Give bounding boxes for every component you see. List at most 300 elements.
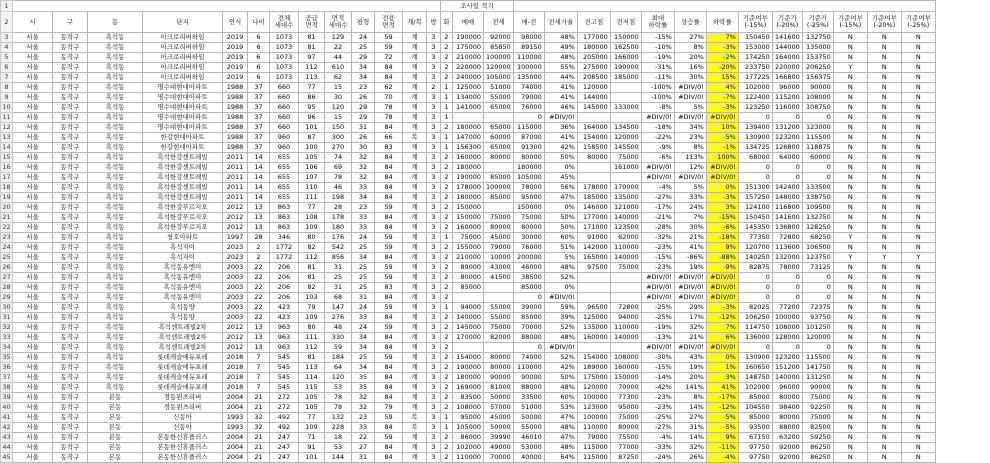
data-cell[interactable]: 3: [427, 303, 441, 313]
data-cell[interactable]: 서울: [13, 123, 53, 133]
data-cell[interactable]: 신동아: [143, 423, 223, 433]
data-cell[interactable]: 83: [375, 283, 403, 293]
data-cell[interactable]: 177225: [738, 73, 772, 83]
data-cell[interactable]: N: [901, 423, 935, 433]
data-cell[interactable]: 3: [427, 193, 441, 203]
data-cell[interactable]: 108: [299, 213, 325, 223]
row-number[interactable]: 25: [2, 253, 11, 261]
data-cell[interactable]: 1073: [270, 63, 299, 73]
data-cell[interactable]: 170000: [610, 183, 641, 193]
data-cell[interactable]: 2: [441, 253, 453, 263]
data-cell[interactable]: 97: [299, 53, 325, 63]
data-cell[interactable]: N: [901, 233, 935, 243]
data-cell[interactable]: 105: [299, 403, 325, 413]
data-cell[interactable]: N: [867, 363, 901, 373]
data-cell[interactable]: 동작구: [53, 283, 88, 293]
data-cell[interactable]: 흑석동: [88, 123, 143, 133]
data-cell[interactable]: 1988: [223, 93, 248, 103]
data-cell[interactable]: 19%: [674, 263, 706, 273]
data-cell[interactable]: 89150: [513, 43, 544, 53]
data-cell[interactable]: 롯데캐슬에듀포레: [143, 363, 223, 373]
data-cell[interactable]: 81: [299, 33, 325, 43]
data-cell[interactable]: 흑석한강센트레빌: [143, 183, 223, 193]
data-cell[interactable]: 141%: [674, 383, 706, 393]
data-cell[interactable]: 36%: [544, 123, 577, 133]
data-cell[interactable]: N: [833, 453, 867, 463]
data-cell[interactable]: 120: [325, 103, 352, 113]
data-cell[interactable]: 2: [441, 223, 453, 233]
data-cell[interactable]: #DIV/0!: [674, 173, 706, 183]
data-cell[interactable]: 흑석동: [88, 243, 143, 253]
data-cell[interactable]: 146000: [577, 203, 610, 213]
data-cell[interactable]: 동작구: [53, 383, 88, 393]
data-cell[interactable]: 79: [375, 403, 403, 413]
data-cell[interactable]: 80: [299, 323, 325, 333]
data-cell[interactable]: 흑석동: [88, 223, 143, 233]
data-cell[interactable]: 0: [772, 283, 802, 293]
data-cell[interactable]: [484, 203, 514, 213]
data-cell[interactable]: 80000: [513, 223, 544, 233]
data-cell[interactable]: 3: [427, 73, 441, 83]
data-cell[interactable]: N: [867, 53, 901, 63]
data-cell[interactable]: N: [867, 43, 901, 53]
data-cell[interactable]: -9%: [641, 143, 674, 153]
data-cell[interactable]: 545: [270, 373, 299, 383]
data-cell[interactable]: 동작구: [53, 393, 88, 403]
data-cell[interactable]: 1073: [270, 33, 299, 43]
data-cell[interactable]: 0%: [544, 203, 577, 213]
data-cell[interactable]: 2004: [223, 393, 248, 403]
row-number[interactable]: 26: [2, 263, 11, 271]
column-header[interactable]: 전체 세대수: [270, 12, 299, 33]
data-cell[interactable]: 59: [375, 33, 403, 43]
data-cell[interactable]: 123250: [738, 103, 772, 113]
data-cell[interactable]: 본동: [88, 423, 143, 433]
data-cell[interactable]: 서울: [13, 393, 53, 403]
data-cell[interactable]: N: [833, 163, 867, 173]
data-cell[interactable]: 64: [325, 363, 352, 373]
row-number[interactable]: 2: [1, 12, 13, 33]
data-cell[interactable]: 863: [270, 213, 299, 223]
data-cell[interactable]: 45000: [484, 233, 514, 243]
data-cell[interactable]: 21: [248, 433, 270, 443]
data-cell[interactable]: 서울: [13, 113, 53, 123]
data-cell[interactable]: 동작구: [53, 133, 88, 143]
row-number[interactable]: 16: [2, 163, 11, 171]
data-cell[interactable]: 흑석센트레빌2차: [143, 333, 223, 343]
data-cell[interactable]: 20%: [674, 53, 706, 63]
data-cell[interactable]: 10000: [484, 253, 514, 263]
data-cell[interactable]: 흑석자이: [143, 253, 223, 263]
data-cell[interactable]: 서울: [13, 183, 53, 193]
row-number[interactable]: 41: [2, 413, 11, 421]
data-cell[interactable]: #DIV/0!: [706, 113, 738, 123]
row-number[interactable]: 37: [2, 373, 11, 381]
data-cell[interactable]: 계: [403, 163, 427, 173]
data-cell[interactable]: 흑석동: [88, 273, 143, 283]
data-cell[interactable]: 동작구: [53, 123, 88, 133]
data-cell[interactable]: 계: [403, 213, 427, 223]
data-cell[interactable]: N: [867, 423, 901, 433]
data-cell[interactable]: 75000: [802, 413, 833, 423]
data-cell[interactable]: N: [867, 113, 901, 123]
data-cell[interactable]: 명수대현대아파트: [143, 93, 223, 103]
data-cell[interactable]: 77: [299, 413, 325, 423]
data-cell[interactable]: 흑석동: [88, 263, 143, 273]
data-cell[interactable]: 흑석한강푸르지오: [143, 213, 223, 223]
column-header[interactable]: 단지: [143, 12, 223, 33]
data-cell[interactable]: 흑석동: [88, 213, 143, 223]
data-cell[interactable]: N: [901, 53, 935, 63]
data-cell[interactable]: 175000: [453, 43, 484, 53]
data-cell[interactable]: N: [901, 323, 935, 333]
data-cell[interactable]: 140000: [453, 313, 484, 323]
data-cell[interactable]: 0: [772, 343, 802, 353]
data-cell[interactable]: N: [867, 153, 901, 163]
data-cell[interactable]: 22: [248, 293, 270, 303]
data-cell[interactable]: -22%: [641, 133, 674, 143]
data-cell[interactable]: 아크로리버하임: [143, 43, 223, 53]
data-cell[interactable]: N: [901, 393, 935, 403]
data-cell[interactable]: 서울: [13, 353, 53, 363]
data-cell[interactable]: -17%: [706, 393, 738, 403]
data-cell[interactable]: N: [833, 213, 867, 223]
data-cell[interactable]: 16%: [674, 63, 706, 73]
data-cell[interactable]: 190000: [453, 173, 484, 183]
data-cell[interactable]: 2012: [223, 323, 248, 333]
data-cell[interactable]: 0%: [544, 163, 577, 173]
data-cell[interactable]: 34: [352, 343, 375, 353]
data-cell[interactable]: 55000: [484, 303, 514, 313]
row-number[interactable]: 3: [1, 33, 13, 43]
row-number[interactable]: 7: [1, 73, 13, 83]
data-cell[interactable]: 70: [375, 93, 403, 103]
data-cell[interactable]: 21%: [674, 233, 706, 243]
data-cell[interactable]: -30%: [641, 353, 674, 363]
data-cell[interactable]: 흑석센트레빌2차: [143, 323, 223, 333]
column-header[interactable]: 상승률: [674, 12, 706, 33]
data-cell[interactable]: 1993: [223, 413, 248, 423]
data-cell[interactable]: N: [867, 103, 901, 113]
data-cell[interactable]: 24: [352, 303, 375, 313]
column-header[interactable]: 기준여부 (-25%): [901, 12, 935, 33]
data-cell[interactable]: 75000: [610, 153, 641, 163]
data-cell[interactable]: 275000: [577, 63, 610, 73]
data-cell[interactable]: 960: [270, 143, 299, 153]
data-cell[interactable]: 53%: [544, 403, 577, 413]
data-cell[interactable]: -31%: [641, 63, 674, 73]
data-cell[interactable]: 76000: [513, 243, 544, 253]
data-cell[interactable]: #DIV/0!: [641, 163, 674, 173]
data-cell[interactable]: 동작구: [53, 293, 88, 303]
data-cell[interactable]: 계: [403, 313, 427, 323]
data-cell[interactable]: 19%: [674, 363, 706, 373]
data-cell[interactable]: 동작구: [53, 213, 88, 223]
data-cell[interactable]: 65000: [484, 143, 514, 153]
data-cell[interactable]: 45000: [484, 413, 514, 423]
data-cell[interactable]: -20%: [706, 63, 738, 73]
data-cell[interactable]: #DIV/0!: [641, 173, 674, 183]
data-cell[interactable]: 3%: [706, 203, 738, 213]
data-cell[interactable]: 116000: [772, 103, 802, 113]
data-cell[interactable]: 30: [352, 143, 375, 153]
data-cell[interactable]: 83: [375, 143, 403, 153]
data-cell[interactable]: 명수대현대아파트: [143, 123, 223, 133]
data-cell[interactable]: 88000: [772, 423, 802, 433]
data-cell[interactable]: 동작구: [53, 453, 88, 463]
data-cell[interactable]: 59: [325, 343, 352, 353]
data-cell[interactable]: 21: [248, 403, 270, 413]
data-cell[interactable]: 963: [270, 343, 299, 353]
data-cell[interactable]: 110000: [513, 53, 544, 63]
data-cell[interactable]: N: [867, 453, 901, 463]
data-cell[interactable]: 115500: [802, 133, 833, 143]
data-cell[interactable]: 서울: [13, 73, 53, 83]
data-cell[interactable]: -27%: [641, 423, 674, 433]
data-cell[interactable]: 2: [441, 163, 453, 173]
data-cell[interactable]: 동작구: [53, 233, 88, 243]
data-cell[interactable]: -3%: [706, 103, 738, 113]
data-cell[interactable]: 32%: [674, 443, 706, 453]
data-cell[interactable]: 59: [375, 243, 403, 253]
data-cell[interactable]: 2012: [223, 203, 248, 213]
data-cell[interactable]: 2: [248, 253, 270, 263]
data-cell[interactable]: 31: [352, 453, 375, 463]
data-cell[interactable]: 95000: [453, 413, 484, 423]
data-cell[interactable]: 84: [375, 443, 403, 453]
data-cell[interactable]: 70000: [513, 323, 544, 333]
data-cell[interactable]: -8%: [641, 103, 674, 113]
data-cell[interactable]: 206: [270, 283, 299, 293]
data-cell[interactable]: 2004: [223, 403, 248, 413]
data-cell[interactable]: 1073: [270, 53, 299, 63]
data-cell[interactable]: N: [901, 453, 935, 463]
data-cell[interactable]: 34%: [674, 123, 706, 133]
row-number[interactable]: 5: [1, 53, 13, 63]
data-cell[interactable]: #DIV/0!: [706, 273, 738, 283]
data-cell[interactable]: 75000: [610, 263, 641, 273]
data-cell[interactable]: 157250: [738, 193, 772, 203]
data-cell[interactable]: 계: [403, 343, 427, 353]
data-cell[interactable]: #DIV/0!: [674, 273, 706, 283]
data-cell[interactable]: 123000: [802, 123, 833, 133]
data-cell[interactable]: 서울: [13, 293, 53, 303]
data-cell[interactable]: #DIV/0!: [641, 343, 674, 353]
data-cell[interactable]: 2019: [223, 43, 248, 53]
data-cell[interactable]: 14: [248, 183, 270, 193]
data-cell[interactable]: 150000: [453, 213, 484, 223]
data-cell[interactable]: 161000: [610, 163, 641, 173]
data-cell[interactable]: 3: [427, 293, 441, 303]
data-cell[interactable]: -33%: [641, 443, 674, 453]
data-cell[interactable]: 28: [248, 233, 270, 243]
data-cell[interactable]: 62: [375, 83, 403, 93]
data-cell[interactable]: 2: [441, 123, 453, 133]
data-cell[interactable]: 106: [299, 163, 325, 173]
data-cell[interactable]: 계: [403, 183, 427, 193]
data-cell[interactable]: 0: [738, 113, 772, 123]
data-cell[interactable]: 110000: [453, 453, 484, 463]
data-cell[interactable]: 78000: [513, 183, 544, 193]
data-cell[interactable]: 147: [325, 303, 352, 313]
data-cell[interactable]: 71: [299, 433, 325, 443]
data-cell[interactable]: 109500: [802, 203, 833, 213]
data-cell[interactable]: -11%: [641, 73, 674, 83]
data-cell[interactable]: 흑석동: [88, 343, 143, 353]
data-cell[interactable]: 144000: [577, 93, 610, 103]
row-number[interactable]: 44: [2, 443, 11, 451]
data-cell[interactable]: 115: [299, 383, 325, 393]
data-cell[interactable]: 136000: [738, 333, 772, 343]
data-cell[interactable]: 3: [427, 123, 441, 133]
data-cell[interactable]: 34: [352, 363, 375, 373]
row-number[interactable]: 15: [2, 153, 11, 161]
data-cell[interactable]: [610, 93, 641, 103]
data-cell[interactable]: 112: [299, 253, 325, 263]
data-cell[interactable]: -25%: [641, 313, 674, 323]
data-cell[interactable]: 272: [270, 393, 299, 403]
data-cell[interactable]: 68250: [802, 233, 833, 243]
data-cell[interactable]: 2: [441, 43, 453, 53]
data-cell[interactable]: 14%: [674, 403, 706, 413]
data-cell[interactable]: 0: [772, 173, 802, 183]
data-cell[interactable]: 롯데캐슬에듀포레: [143, 373, 223, 383]
data-cell[interactable]: 655: [270, 153, 299, 163]
row-number[interactable]: 45: [2, 453, 11, 461]
data-cell[interactable]: 84: [375, 373, 403, 383]
data-cell[interactable]: 2: [441, 293, 453, 303]
data-cell[interactable]: -28%: [641, 223, 674, 233]
data-cell[interactable]: N: [833, 283, 867, 293]
data-cell[interactable]: 2: [441, 343, 453, 353]
data-cell[interactable]: 흑석동: [88, 83, 143, 93]
data-cell[interactable]: -19%: [641, 53, 674, 63]
data-cell[interactable]: N: [901, 363, 935, 373]
data-cell[interactable]: 145000: [577, 103, 610, 113]
data-cell[interactable]: N: [833, 83, 867, 93]
data-cell[interactable]: 115000: [577, 443, 610, 453]
data-cell[interactable]: 동작구: [53, 193, 88, 203]
data-cell[interactable]: 180000: [513, 163, 544, 173]
data-cell[interactable]: 33500: [513, 393, 544, 403]
data-cell[interactable]: 77: [299, 203, 325, 213]
data-cell[interactable]: 계: [403, 93, 427, 103]
data-cell[interactable]: [484, 113, 514, 123]
data-cell[interactable]: #DIV/0!: [674, 113, 706, 123]
data-cell[interactable]: 128250: [802, 223, 833, 233]
data-cell[interactable]: 105: [299, 153, 325, 163]
data-cell[interactable]: -6%: [706, 223, 738, 233]
data-cell[interactable]: 28: [325, 203, 352, 213]
data-cell[interactable]: 3: [427, 443, 441, 453]
data-cell[interactable]: 아크로리버하임: [143, 33, 223, 43]
data-cell[interactable]: 78: [325, 403, 352, 413]
data-cell[interactable]: 80000: [513, 153, 544, 163]
row-number[interactable]: 4: [1, 43, 13, 53]
data-cell[interactable]: 서울: [13, 283, 53, 293]
data-cell[interactable]: 80000: [484, 353, 514, 363]
data-cell[interactable]: 동작구: [53, 353, 88, 363]
data-cell[interactable]: 7%: [706, 33, 738, 43]
data-cell[interactable]: 흑석동: [88, 193, 143, 203]
data-cell[interactable]: 32: [248, 413, 270, 423]
data-cell[interactable]: 90000: [802, 383, 833, 393]
data-cell[interactable]: 655: [270, 173, 299, 183]
data-cell[interactable]: N: [901, 73, 935, 83]
data-cell[interactable]: 118875: [802, 143, 833, 153]
data-cell[interactable]: 3: [427, 453, 441, 463]
data-cell[interactable]: N: [867, 403, 901, 413]
data-cell[interactable]: 서울: [13, 173, 53, 183]
data-cell[interactable]: #DIV/0!: [706, 293, 738, 303]
data-cell[interactable]: 계: [403, 203, 427, 213]
data-cell[interactable]: 72375: [802, 303, 833, 313]
data-cell[interactable]: 41%: [706, 383, 738, 393]
data-cell[interactable]: -86%: [674, 253, 706, 263]
data-cell[interactable]: 85000: [738, 393, 772, 403]
data-cell[interactable]: 아크로리버하임: [143, 73, 223, 83]
data-cell[interactable]: [484, 343, 514, 353]
data-cell[interactable]: 2003: [223, 293, 248, 303]
data-cell[interactable]: 190000: [453, 363, 484, 373]
data-cell[interactable]: -100%: [641, 83, 674, 93]
data-cell[interactable]: 175000: [577, 373, 610, 383]
data-cell[interactable]: 93500: [738, 423, 772, 433]
data-cell[interactable]: 65000: [484, 103, 514, 113]
data-cell[interactable]: 동작구: [53, 243, 88, 253]
row-number[interactable]: 33: [2, 333, 11, 341]
data-cell[interactable]: Y: [833, 253, 867, 263]
data-cell[interactable]: 9%: [706, 243, 738, 253]
data-cell[interactable]: 서울: [13, 303, 53, 313]
data-cell[interactable]: 27%: [674, 33, 706, 43]
data-cell[interactable]: [610, 113, 641, 123]
data-cell[interactable]: -6%: [641, 153, 674, 163]
data-cell[interactable]: 110000: [610, 323, 641, 333]
data-cell[interactable]: 0: [772, 113, 802, 123]
data-cell[interactable]: 62: [325, 73, 352, 83]
data-cell[interactable]: 48%: [544, 383, 577, 393]
data-cell[interactable]: 동작구: [53, 183, 88, 193]
data-cell[interactable]: 3: [427, 233, 441, 243]
data-cell[interactable]: 계: [403, 63, 427, 73]
data-cell[interactable]: 51000: [513, 403, 544, 413]
data-cell[interactable]: -15%: [641, 33, 674, 43]
data-cell[interactable]: N: [901, 333, 935, 343]
data-cell[interactable]: -11%: [706, 443, 738, 453]
data-cell[interactable]: 153000: [738, 43, 772, 53]
data-cell[interactable]: 1988: [223, 83, 248, 93]
data-cell[interactable]: N: [833, 263, 867, 273]
data-cell[interactable]: 30: [325, 93, 352, 103]
data-cell[interactable]: 300: [325, 133, 352, 143]
data-cell[interactable]: 1%: [706, 363, 738, 373]
data-cell[interactable]: N: [901, 93, 935, 103]
data-cell[interactable]: 154000: [577, 353, 610, 363]
data-cell[interactable]: 960: [270, 133, 299, 143]
data-cell[interactable]: #DIV/0!: [706, 163, 738, 173]
data-cell[interactable]: 660: [270, 103, 299, 113]
data-cell[interactable]: 2: [441, 53, 453, 63]
data-cell[interactable]: 2019: [223, 73, 248, 83]
data-cell[interactable]: N: [833, 393, 867, 403]
data-cell[interactable]: 계: [403, 363, 427, 373]
data-cell[interactable]: N: [833, 293, 867, 303]
data-cell[interactable]: 2018: [223, 383, 248, 393]
data-cell[interactable]: 141600: [772, 33, 802, 43]
data-cell[interactable]: 서울: [13, 263, 53, 273]
data-cell[interactable]: [484, 293, 514, 303]
